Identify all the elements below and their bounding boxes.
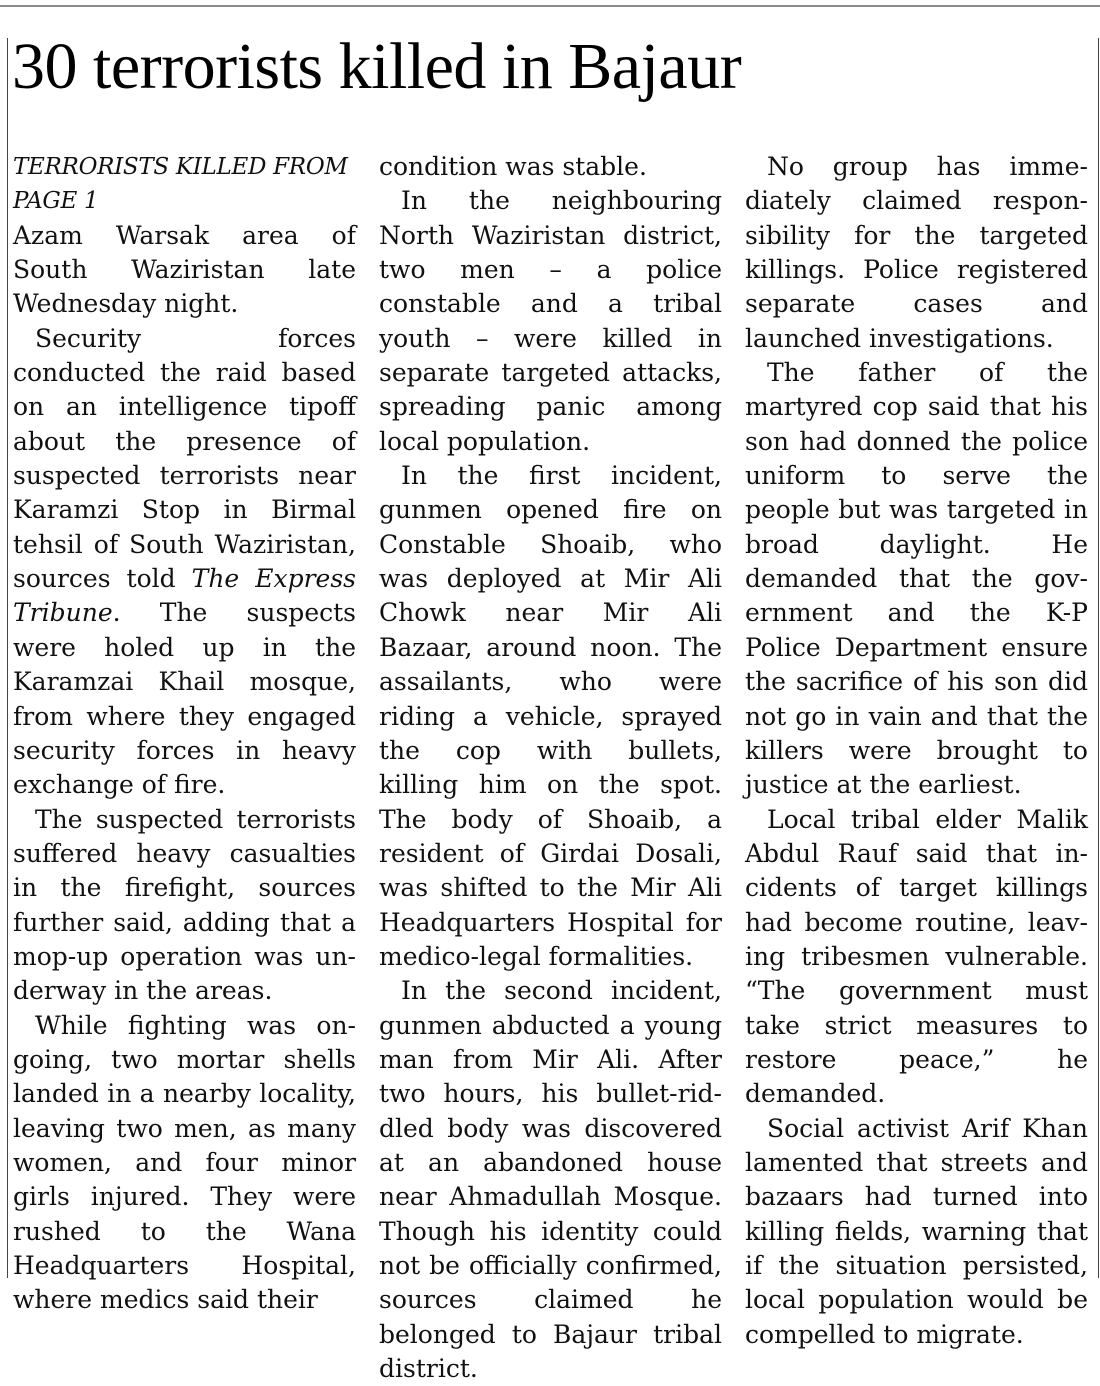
article-column-1 [13, 150, 356, 1318]
jump-line-page: PAGE 1 [13, 188, 99, 215]
paragraph: In the neighbouring North Waziristan district, two men – a police constable and a tribal youth – were killed in separate targeted attacks, spreading panic among local population. [379, 186, 722, 456]
paragraph-text: Security forces conducted the raid based on an intelligence tipoff about the presence of suspected terrorists near Karamzi Stop in Birmal tehsil of South Waziristan, sources told [13, 323, 356, 594]
paragraph: Social activist Arif Khan lamented that streets and bazaars had turned into killing fields, warning that if the situation persisted, local population would be compelled to migrate. [745, 1113, 1088, 1349]
top-rule [0, 5, 1100, 7]
left-column-rule [7, 38, 8, 1278]
headline: 30 terrorists killed in Bajaur [12, 30, 742, 103]
paragraph-text: . The suspects were holed up in the Karamzai Khail mosque, from where they engaged security forces in heavy exchange of fire. [13, 598, 356, 800]
paragraph: condition was stable. [379, 152, 647, 181]
paragraph: No group has immediately claimed responsibility for the targeted killings. Police registered separate cases and launched investigations. [745, 152, 1088, 353]
paragraph [13, 322, 356, 803]
right-column-rule [1098, 38, 1099, 1278]
jump-line-text: TERRORISTS KILLED FROM [13, 154, 348, 180]
article-column-3 [745, 150, 1088, 1352]
article-column-2 [379, 150, 722, 1386]
paragraph: The suspected terrorists suffered heavy casualties in the firefight, sources further said, adding that a mop-up operation was underway in the areas. [13, 804, 356, 1006]
paragraph: Local tribal elder Malik Abdul Rauf said that incidents of target killings had become routine, leaving tribesmen vulnerable. “The government must take strict measures to restore peace,” he demanded. [745, 804, 1088, 1109]
paragraph: Azam Warsak area of South Waziristan late Wednesday night. [13, 220, 356, 319]
paragraph: While fighting was ongoing, two mortar shells landed in a nearby locality, leaving two men, as many women, and four minor girls injured. They were rushed to the Wana Headquarters Hospital, where medics said their [13, 1010, 356, 1315]
paragraph: The father of the martyred cop said that his son had donned the police uniform to serve the people but was targeted in broad daylight. He demanded that the government and the K-P Police Department ensure the sacrifice of his son did not go in vain and that the killers were brought to justice at the earliest. [745, 358, 1088, 800]
paragraph: In the first incident, gunmen opened fire on Constable Shoaib, who was deployed at Mir Ali Chowk near Mir Ali Bazaar, around noon. The assailants, who were riding a vehicle, sprayed the cop with bullets, killing him on the spot. The body of Shoaib, a resident of Girdai Dosali, was shifted to the Mir Ali Headquarters Hospital for medico-legal formalities. [379, 461, 722, 971]
jump-line [13, 150, 356, 219]
publication-name: The Express Tribune [13, 564, 356, 628]
paragraph: In the second incident, gunmen abducted a young man from Mir Ali. After two hours, his bullet-riddled body was discovered at an abandoned house near Ahmadullah Mosque. Though his identity could not be officially confirmed, sources claimed he belonged to Bajaur tribal district. [379, 976, 722, 1384]
